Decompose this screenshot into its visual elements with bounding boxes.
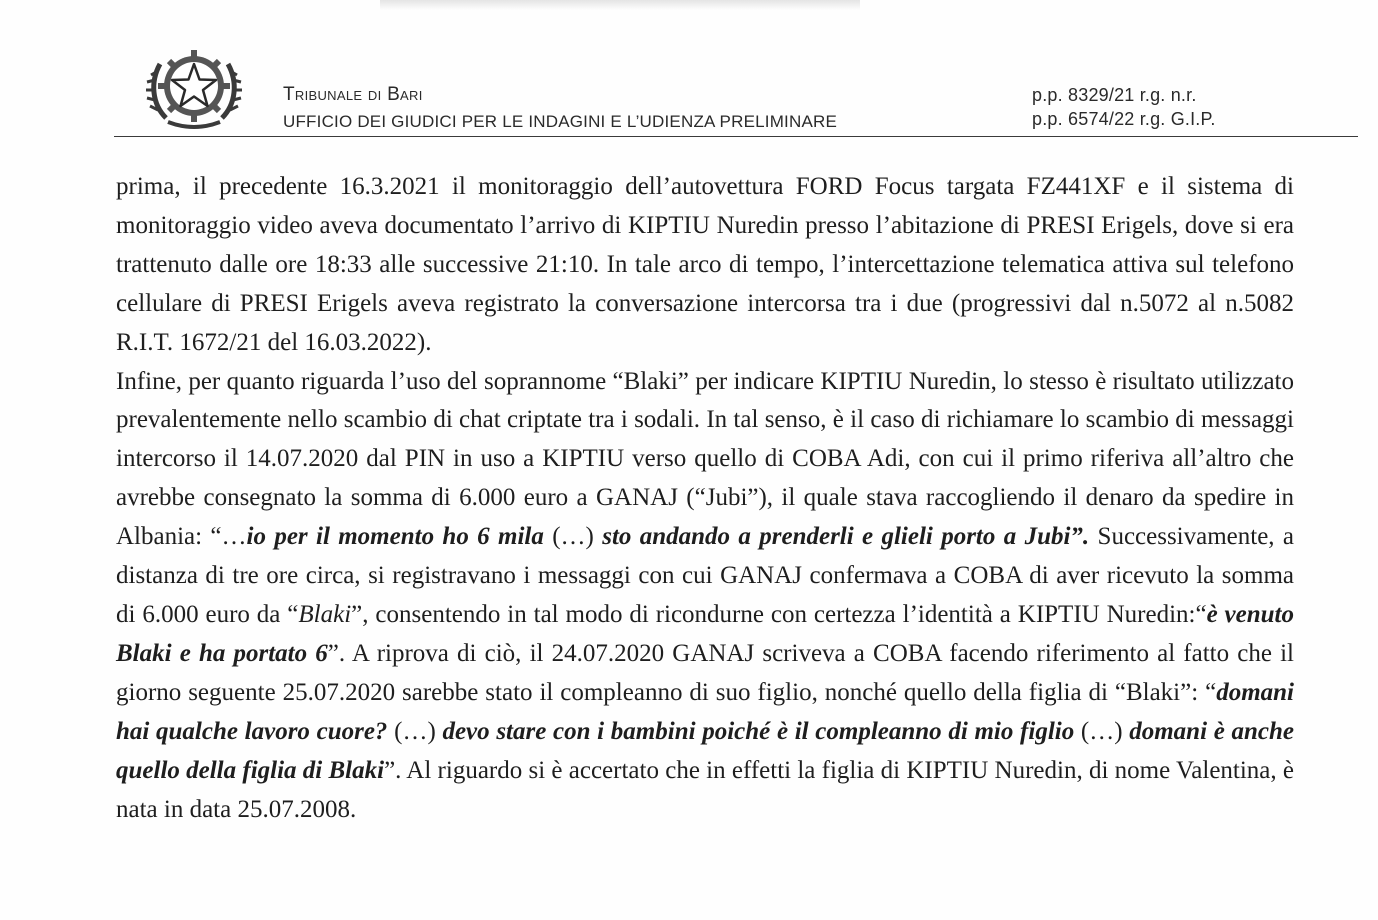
case-ref-1: p.p. 8329/21 r.g. n.r. [1032, 85, 1197, 105]
quote-bold-italic: devo stare con i bambini poiché è il compleanno di mio figlio [442, 717, 1075, 745]
text-run: ”. A riprova di ciò, il 24.07.2020 GANAJ scriveva a COBA facendo riferimento al fatto che il giorno seguente 25.07.2020 sarebbe stato il compleanno di suo figlio, nonché quello della figlia di “Blaki”: “ [116, 639, 1294, 706]
text-run: Successivamente, a distanza di tre ore circa, si registravano i messaggi con cui GANAJ confermava a COBA di aver ricevuto la somma di 6.000 euro da “ [116, 523, 1295, 628]
header-divider [114, 136, 1358, 137]
court-office: UFFICIO DEI GIUDICI PER LE INDAGINI E L’UDIENZA PRELIMINARE [283, 112, 838, 131]
court-name: Tribunale di Bari [283, 84, 423, 105]
court-heading [283, 84, 837, 134]
quote-bold-italic: domani hai qualche lavoro cuore? [116, 678, 1294, 745]
text-run: (…) [1074, 717, 1130, 745]
quote-bold-italic: è venuto Blaki e ha portato 6 [116, 600, 1295, 667]
paragraph-1: prima, il precedente 16.3.2021 il monitoraggio dell’autovettura FORD Focus targata FZ441XF e il sistema di monitoraggio video aveva documentato l’arrivo di KIPTIU Nuredin presso l’abitazione di PRESI Erigels, dove si era trattenuto dalle ore 18:33 alle successive 21:10. In tale arco di tempo, l’intercettazione telematica attiva sul telefono cellulare di PRESI Erigels aveva registrato la conversazione intercorsa tra i due (progressivi dal n.5072 al n.5082 R.I.T. 1672/21 del 16.03.2022). [116, 173, 1294, 356]
document-body [116, 168, 1294, 829]
text-run: (…) [387, 717, 443, 745]
quote-bold-italic: sto andando a prenderli e glieli porto a Jubi”. [602, 523, 1090, 551]
quote-bold-italic: io per il momento ho 6 mila [246, 523, 544, 551]
text-run: (…) [543, 523, 603, 551]
italian-republic-emblem-icon [146, 40, 242, 132]
scan-smudge [380, 0, 860, 10]
text-run: ”. Al riguardo si è accertato che in effetti la figlia di KIPTIU Nuredin, di nome Valentina, è nata in data 25.07.2008. [116, 756, 1295, 823]
text-run: ”, consentendo in tal modo di ricondurne con certezza l’identità a KIPTIU Nuredin:“ [351, 600, 1207, 628]
case-ref-2: p.p. 6574/22 r.g. G.I.P. [1032, 109, 1216, 129]
case-references [1032, 84, 1216, 133]
paragraph-2 [116, 363, 1294, 830]
text-run: Infine, per quanto riguarda l’uso del soprannome “Blaki” per indicare KIPTIU Nuredin, lo stesso è risultato utilizzato prevalentemente nello scambio di chat criptate tra i sodali. In tal senso, è il caso di richiamare lo scambio di messaggi intercorso il 14.07.2020 dal PIN in uso a KIPTIU verso quello di COBA Adi, con cui il primo riferiva all’altro che avrebbe consegnato la somma di 6.000 euro a GANAJ (“Jubi”), il quale stava raccogliendo il denaro da spedire in Albania: “… [116, 367, 1294, 551]
quote-italic: Blaki [298, 600, 352, 628]
quote-bold-italic: domani è anche quello della figlia di Blaki [116, 717, 1294, 784]
